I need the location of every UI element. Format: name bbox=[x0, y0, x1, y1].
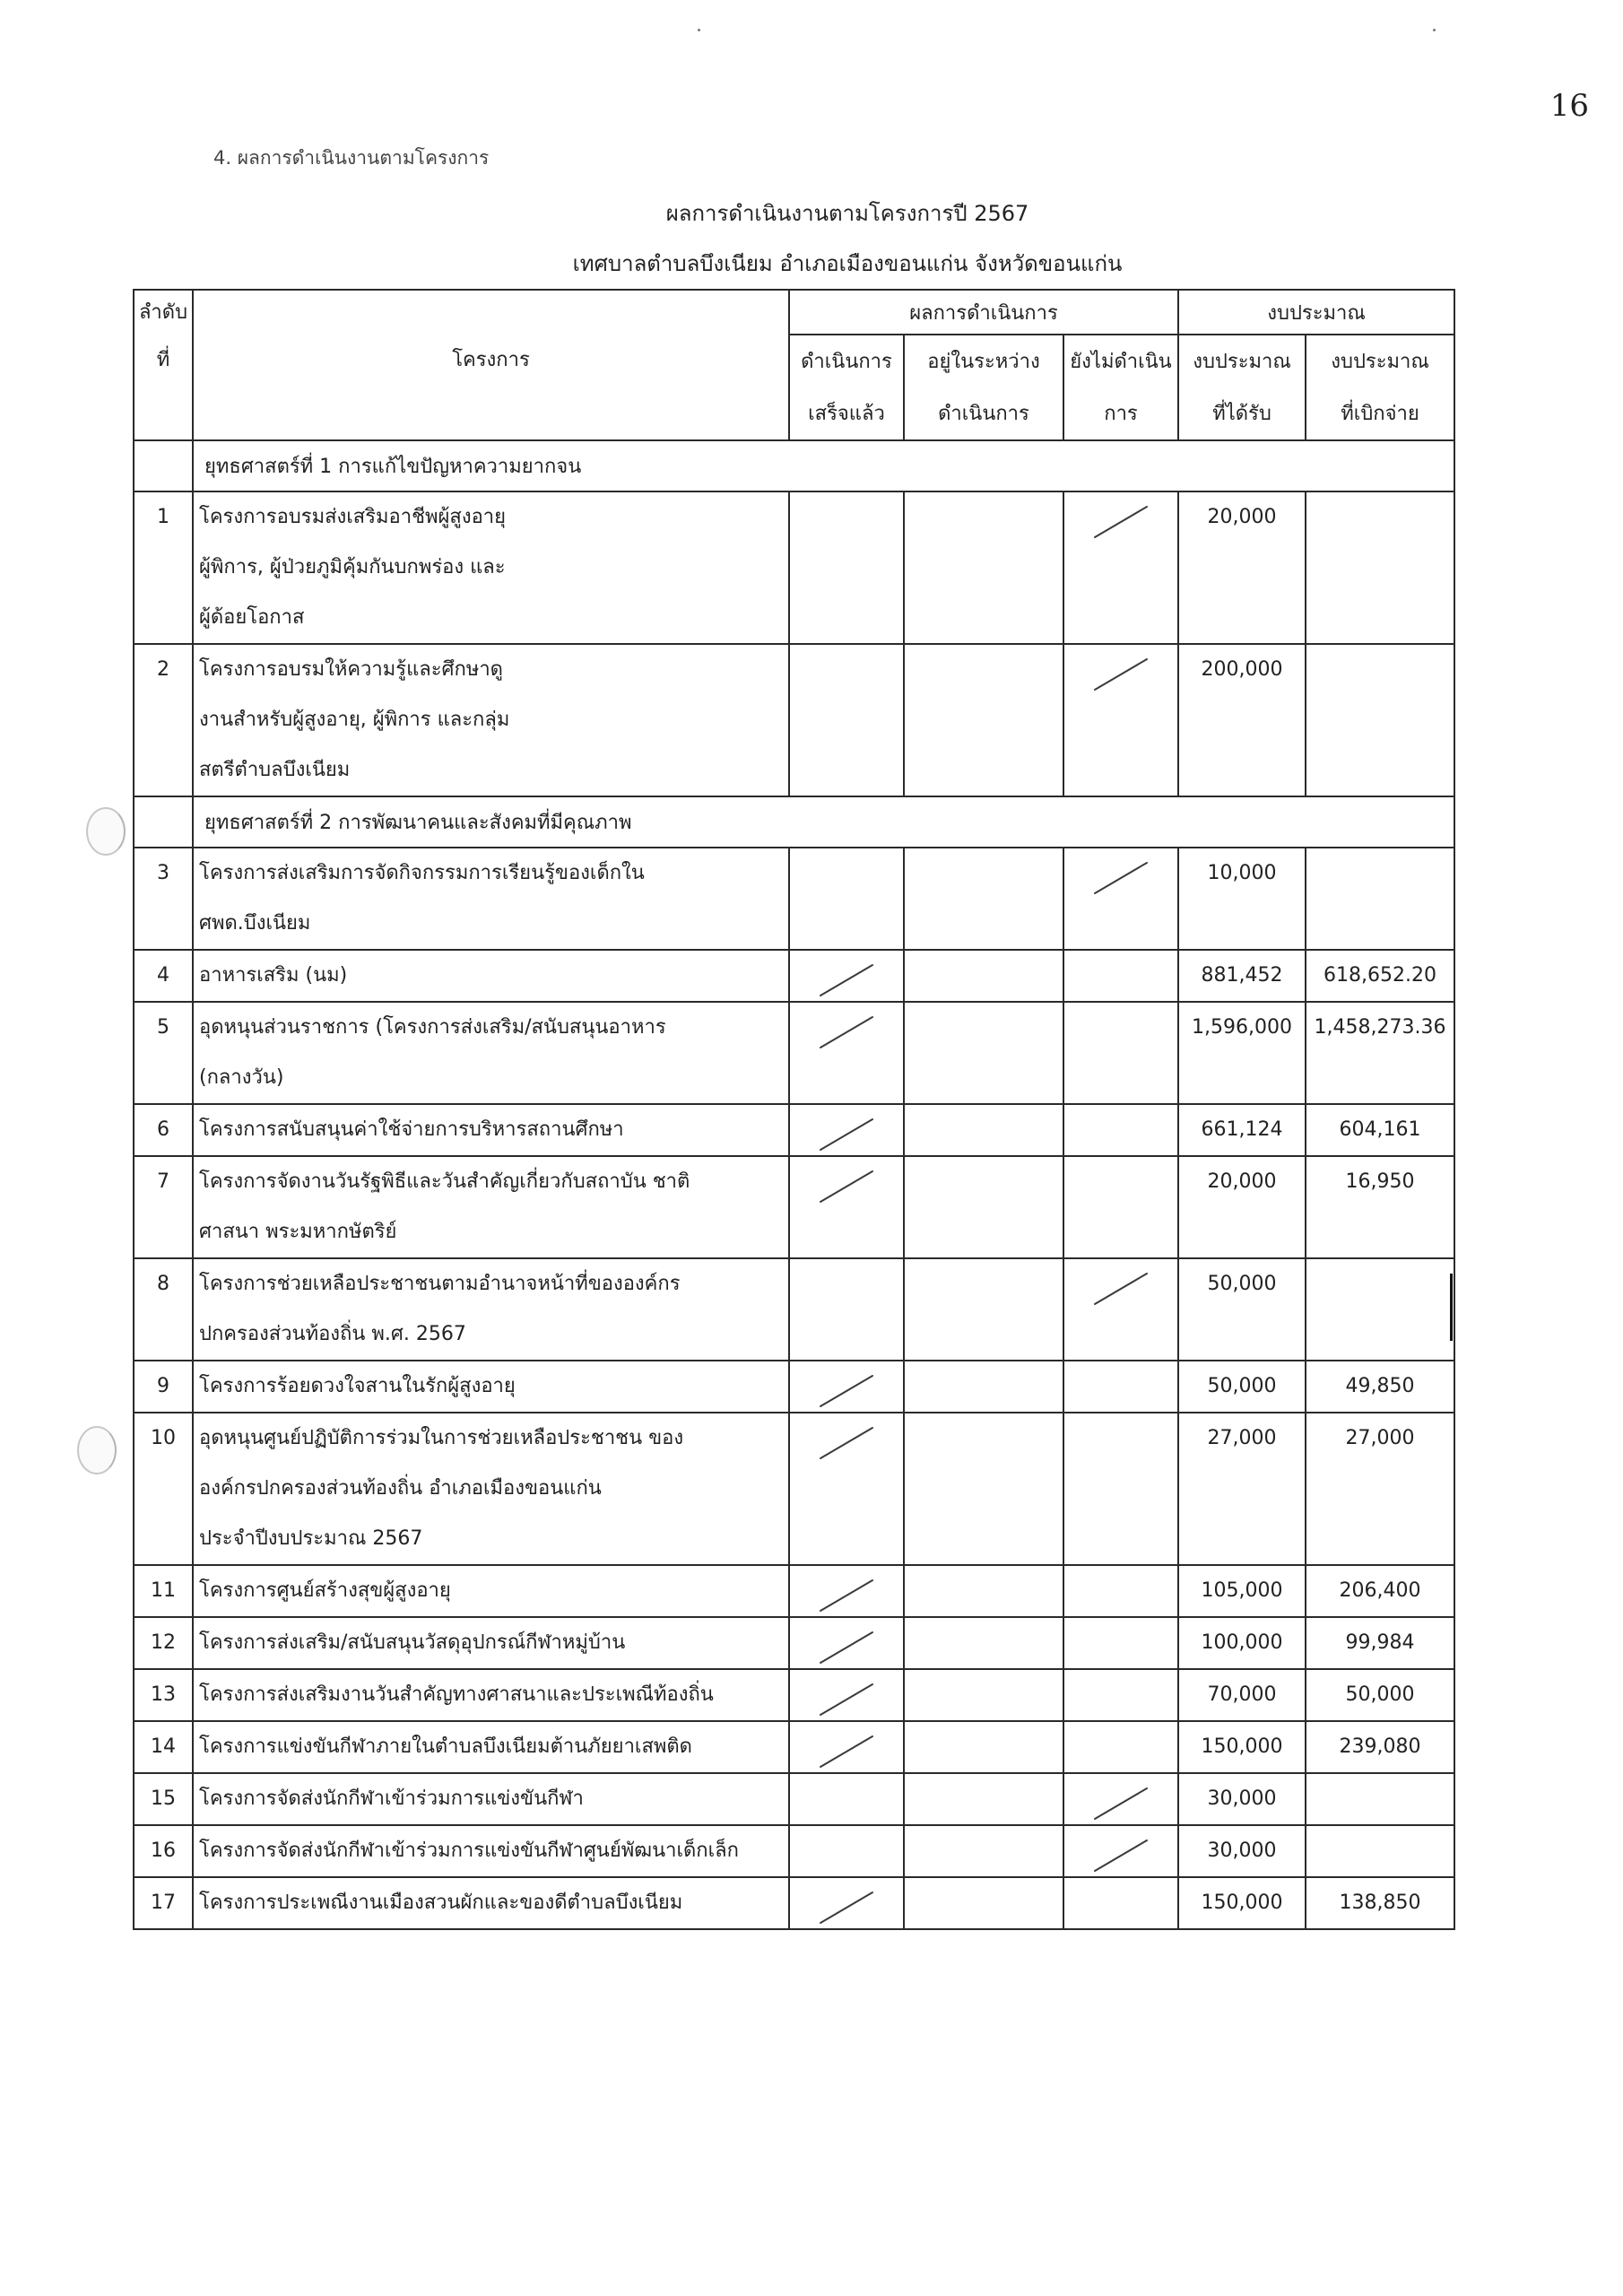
status-cell-empty bbox=[904, 950, 1063, 1002]
project-name-line: องค์กรปกครองส่วนท้องถิ่น อำเภอเมืองขอนแก่น bbox=[199, 1477, 602, 1500]
project-name-line: ผู้พิการ, ผู้ป่วยภูมิคุ้มกันบกพร่อง และ bbox=[199, 556, 506, 578]
status-cell-empty bbox=[1063, 1104, 1178, 1156]
status-cell-empty bbox=[904, 1825, 1063, 1877]
project-name bbox=[193, 1877, 789, 1929]
table-row bbox=[134, 848, 1454, 950]
project-name bbox=[193, 1669, 789, 1721]
not-done-header: ยังไม่ดำเนิน การ bbox=[1063, 335, 1178, 440]
status-check-mark bbox=[789, 1361, 904, 1413]
status-check-mark bbox=[789, 950, 904, 1002]
order-number: 12 bbox=[134, 1617, 193, 1669]
order-number: 6 bbox=[134, 1104, 193, 1156]
received-amount: 10,000 bbox=[1178, 848, 1306, 950]
order-number: 8 bbox=[134, 1258, 193, 1361]
disbursed-amount bbox=[1306, 1773, 1454, 1825]
project-name bbox=[193, 1104, 789, 1156]
status-cell-empty bbox=[789, 848, 904, 950]
disbursed-amount bbox=[1306, 1825, 1454, 1877]
order-number: 2 bbox=[134, 644, 193, 796]
table-row bbox=[134, 1156, 1454, 1258]
disbursed-amount: 604,161 bbox=[1306, 1104, 1454, 1156]
project-name-line: โครงการแข่งขันกีฬาภายในตำบลบึงเนียมต้านภัยยาเสพติด bbox=[199, 1735, 692, 1758]
received-amount: 20,000 bbox=[1178, 1156, 1306, 1258]
project-name bbox=[193, 1361, 789, 1413]
status-cell-empty bbox=[1063, 1156, 1178, 1258]
order-header: ลำดับ ที่ bbox=[134, 290, 193, 440]
status-check-mark bbox=[789, 1413, 904, 1565]
project-name-line: อุดหนุนส่วนราชการ (โครงการส่งเสริม/สนับสนุนอาหาร bbox=[199, 1016, 666, 1039]
document-title: ผลการดำเนินงานตามโครงการปี 2567 bbox=[665, 201, 1029, 226]
project-name-line: โครงการจัดส่งนักกีฬาเข้าร่วมการแข่งขันกีฬาศูนย์พัฒนาเด็กเล็ก bbox=[199, 1839, 739, 1862]
status-check-mark bbox=[789, 1877, 904, 1929]
page-number: 16 bbox=[1549, 88, 1589, 124]
project-name-line: โครงการส่งเสริมงานวันสำคัญทางศาสนาและประเพณีท้องถิ่น bbox=[199, 1683, 714, 1706]
disbursed-amount bbox=[1306, 644, 1454, 796]
strategy-order-cell bbox=[134, 796, 193, 848]
project-name-line: ประจำปีงบประมาณ 2567 bbox=[199, 1527, 423, 1550]
table-row bbox=[134, 1617, 1454, 1669]
status-check-mark bbox=[1063, 644, 1178, 796]
project-name-line: ผู้ด้อยโอกาส bbox=[199, 606, 305, 629]
status-cell-empty bbox=[904, 1617, 1063, 1669]
order-number: 4 bbox=[134, 950, 193, 1002]
status-cell-empty bbox=[789, 644, 904, 796]
status-cell-empty bbox=[904, 1413, 1063, 1565]
disbursed-amount bbox=[1306, 1258, 1454, 1361]
project-name-line: อาหารเสริม (นม) bbox=[199, 964, 348, 987]
disbursed-budget-header: งบประมาณ ที่เบิกจ่าย bbox=[1306, 335, 1454, 440]
project-name-line: โครงการส่งเสริมการจัดกิจกรรมการเรียนรู้ของเด็กใน bbox=[199, 862, 645, 884]
project-name bbox=[193, 1721, 789, 1773]
disbursed-amount: 49,850 bbox=[1306, 1361, 1454, 1413]
project-name bbox=[193, 1825, 789, 1877]
project-name-line: โครงการศูนย์สร้างสุขผู้สูงอายุ bbox=[199, 1579, 451, 1602]
status-cell-empty bbox=[904, 1565, 1063, 1617]
project-name bbox=[193, 1565, 789, 1617]
status-check-mark bbox=[789, 1721, 904, 1773]
order-number: 3 bbox=[134, 848, 193, 950]
order-number: 13 bbox=[134, 1669, 193, 1721]
status-cell-empty bbox=[1063, 1361, 1178, 1413]
received-amount: 20,000 bbox=[1178, 491, 1306, 644]
table-row bbox=[134, 1413, 1454, 1565]
status-cell-empty bbox=[904, 1669, 1063, 1721]
disbursed-amount: 99,984 bbox=[1306, 1617, 1454, 1669]
status-cell-empty bbox=[904, 1002, 1063, 1104]
status-cell-empty bbox=[904, 491, 1063, 644]
received-amount: 105,000 bbox=[1178, 1565, 1306, 1617]
status-check-mark bbox=[789, 1669, 904, 1721]
status-cell-empty bbox=[1063, 1721, 1178, 1773]
order-number: 14 bbox=[134, 1721, 193, 1773]
order-number: 11 bbox=[134, 1565, 193, 1617]
project-name bbox=[193, 1002, 789, 1104]
table-row bbox=[134, 1361, 1454, 1413]
status-cell-empty bbox=[1063, 1669, 1178, 1721]
order-number: 10 bbox=[134, 1413, 193, 1565]
results-group-header: ผลการดำเนินการ bbox=[789, 290, 1178, 335]
received-amount: 70,000 bbox=[1178, 1669, 1306, 1721]
project-name-line: โครงการจัดส่งนักกีฬาเข้าร่วมการแข่งขันกีฬา bbox=[199, 1787, 584, 1810]
project-name bbox=[193, 1413, 789, 1565]
received-amount: 30,000 bbox=[1178, 1825, 1306, 1877]
project-name-line: ปกครองส่วนท้องถิ่น พ.ศ. 2567 bbox=[199, 1323, 466, 1345]
scan-line-mark bbox=[1450, 1274, 1453, 1341]
status-check-mark bbox=[789, 1104, 904, 1156]
status-cell-empty bbox=[1063, 1413, 1178, 1565]
status-cell-empty bbox=[789, 491, 904, 644]
disbursed-amount: 50,000 bbox=[1306, 1669, 1454, 1721]
received-amount: 27,000 bbox=[1178, 1413, 1306, 1565]
received-amount: 50,000 bbox=[1178, 1258, 1306, 1361]
status-check-mark bbox=[789, 1617, 904, 1669]
project-name-line: ศพด.บึงเนียม bbox=[199, 912, 311, 935]
disbursed-amount: 138,850 bbox=[1306, 1877, 1454, 1929]
table-row bbox=[134, 491, 1454, 644]
status-check-mark bbox=[1063, 1258, 1178, 1361]
status-cell-empty bbox=[1063, 1565, 1178, 1617]
status-check-mark bbox=[789, 1156, 904, 1258]
status-cell-empty bbox=[904, 1361, 1063, 1413]
project-name-line: โครงการประเพณีงานเมืองสวนผักและของดีตำบลบึงเนียม bbox=[199, 1892, 683, 1914]
disbursed-amount: 239,080 bbox=[1306, 1721, 1454, 1773]
table-row bbox=[134, 1002, 1454, 1104]
section-heading: 4. ผลการดำเนินงานตามโครงการ bbox=[213, 147, 490, 169]
status-cell-empty bbox=[904, 848, 1063, 950]
status-cell-empty bbox=[1063, 1877, 1178, 1929]
status-cell-empty bbox=[789, 1825, 904, 1877]
document-subtitle: เทศบาลตำบลบึงเนียม อำเภอเมืองขอนแก่น จังหวัดขอนแก่น bbox=[572, 251, 1123, 276]
status-check-mark bbox=[1063, 1773, 1178, 1825]
strategy-order-cell bbox=[134, 440, 193, 491]
table-row bbox=[134, 1669, 1454, 1721]
order-number: 1 bbox=[134, 491, 193, 644]
received-amount: 1,596,000 bbox=[1178, 1002, 1306, 1104]
project-name bbox=[193, 644, 789, 796]
disbursed-amount: 206,400 bbox=[1306, 1565, 1454, 1617]
project-name-line: โครงการอบรมให้ความรู้และศึกษาดู bbox=[199, 658, 503, 681]
status-check-mark bbox=[1063, 491, 1178, 644]
project-name-line: โครงการสนับสนุนค่าใช้จ่ายการบริหารสถานศึกษา bbox=[199, 1118, 624, 1141]
order-number: 7 bbox=[134, 1156, 193, 1258]
disbursed-amount: 16,950 bbox=[1306, 1156, 1454, 1258]
table-row bbox=[134, 1565, 1454, 1617]
punch-hole-top bbox=[86, 807, 126, 856]
received-amount: 661,124 bbox=[1178, 1104, 1306, 1156]
project-name-line: (กลางวัน) bbox=[199, 1066, 284, 1089]
table-row bbox=[134, 1258, 1454, 1361]
status-cell-empty bbox=[789, 1773, 904, 1825]
table-row bbox=[134, 950, 1454, 1002]
strategy-row bbox=[134, 440, 1454, 491]
received-amount: 30,000 bbox=[1178, 1773, 1306, 1825]
strategy-title: ยุทธศาสตร์ที่ 1 การแก้ไขปัญหาความยากจน bbox=[193, 440, 1454, 491]
order-number: 17 bbox=[134, 1877, 193, 1929]
status-cell-empty bbox=[904, 1721, 1063, 1773]
in-progress-header: อยู่ในระหว่าง ดำเนินการ bbox=[904, 335, 1063, 440]
table-row bbox=[134, 1825, 1454, 1877]
status-cell-empty bbox=[904, 1773, 1063, 1825]
table-row bbox=[134, 1773, 1454, 1825]
disbursed-amount bbox=[1306, 848, 1454, 950]
project-name bbox=[193, 848, 789, 950]
status-cell-empty bbox=[789, 1258, 904, 1361]
project-name bbox=[193, 950, 789, 1002]
project-name-line: โครงการร้อยดวงใจสานในรักผู้สูงอายุ bbox=[199, 1375, 516, 1397]
received-amount: 150,000 bbox=[1178, 1721, 1306, 1773]
received-budget-header: งบประมาณ ที่ได้รับ bbox=[1178, 335, 1306, 440]
table-row bbox=[134, 1877, 1454, 1929]
disbursed-amount: 27,000 bbox=[1306, 1413, 1454, 1565]
project-name-line: ศาสนา พระมหากษัตริย์ bbox=[199, 1221, 397, 1243]
done-header: ดำเนินการ เสร็จแล้ว bbox=[789, 335, 904, 440]
status-cell-empty bbox=[904, 1258, 1063, 1361]
status-cell-empty bbox=[904, 1156, 1063, 1258]
status-check-mark bbox=[789, 1565, 904, 1617]
status-check-mark bbox=[1063, 848, 1178, 950]
strategy-title: ยุทธศาสตร์ที่ 2 การพัฒนาคนและสังคมที่มีคุณภาพ bbox=[193, 796, 1454, 848]
status-cell-empty bbox=[904, 1877, 1063, 1929]
status-cell-empty bbox=[1063, 950, 1178, 1002]
project-name bbox=[193, 1258, 789, 1361]
project-name-line: โครงการช่วยเหลือประชาชนตามอำนาจหน้าที่ขององค์กร bbox=[199, 1273, 681, 1295]
order-number: 5 bbox=[134, 1002, 193, 1104]
project-results-table bbox=[133, 289, 1455, 1930]
project-header: โครงการ bbox=[193, 290, 789, 440]
project-name-line: งานสำหรับผู้สูงอายุ, ผู้พิการ และกลุ่ม bbox=[199, 709, 510, 731]
status-check-mark bbox=[1063, 1825, 1178, 1877]
project-name bbox=[193, 1156, 789, 1258]
status-check-mark bbox=[789, 1002, 904, 1104]
status-cell-empty bbox=[1063, 1617, 1178, 1669]
status-cell-empty bbox=[904, 1104, 1063, 1156]
strategy-row bbox=[134, 796, 1454, 848]
order-number: 15 bbox=[134, 1773, 193, 1825]
project-name-line: โครงการจัดงานวันรัฐพิธีและวันสำคัญเกี่ยวกับสถาบัน ชาติ bbox=[199, 1170, 690, 1193]
budget-group-header: งบประมาณ bbox=[1178, 290, 1454, 335]
project-name-line: โครงการอบรมส่งเสริมอาชีพผู้สูงอายุ bbox=[199, 506, 507, 528]
punch-hole-bottom bbox=[77, 1426, 117, 1474]
project-name-line: โครงการส่งเสริม/สนับสนุนวัสดุอุปกรณ์กีฬาหมู่บ้าน bbox=[199, 1631, 626, 1654]
table-row bbox=[134, 644, 1454, 796]
project-name bbox=[193, 491, 789, 644]
table-row bbox=[134, 1104, 1454, 1156]
received-amount: 100,000 bbox=[1178, 1617, 1306, 1669]
disbursed-amount: 1,458,273.36 bbox=[1306, 1002, 1454, 1104]
project-name bbox=[193, 1773, 789, 1825]
order-number: 9 bbox=[134, 1361, 193, 1413]
order-number: 16 bbox=[134, 1825, 193, 1877]
disbursed-amount bbox=[1306, 491, 1454, 644]
status-cell-empty bbox=[1063, 1002, 1178, 1104]
project-name-line: สตรีตำบลบึงเนียม bbox=[199, 759, 351, 781]
disbursed-amount: 618,652.20 bbox=[1306, 950, 1454, 1002]
table-row bbox=[134, 1721, 1454, 1773]
status-cell-empty bbox=[904, 644, 1063, 796]
project-name bbox=[193, 1617, 789, 1669]
received-amount: 150,000 bbox=[1178, 1877, 1306, 1929]
project-name-line: อุดหนุนศูนย์ปฏิบัติการร่วมในการช่วยเหลือประชาชน ของ bbox=[199, 1427, 684, 1449]
received-amount: 881,452 bbox=[1178, 950, 1306, 1002]
received-amount: 200,000 bbox=[1178, 644, 1306, 796]
received-amount: 50,000 bbox=[1178, 1361, 1306, 1413]
